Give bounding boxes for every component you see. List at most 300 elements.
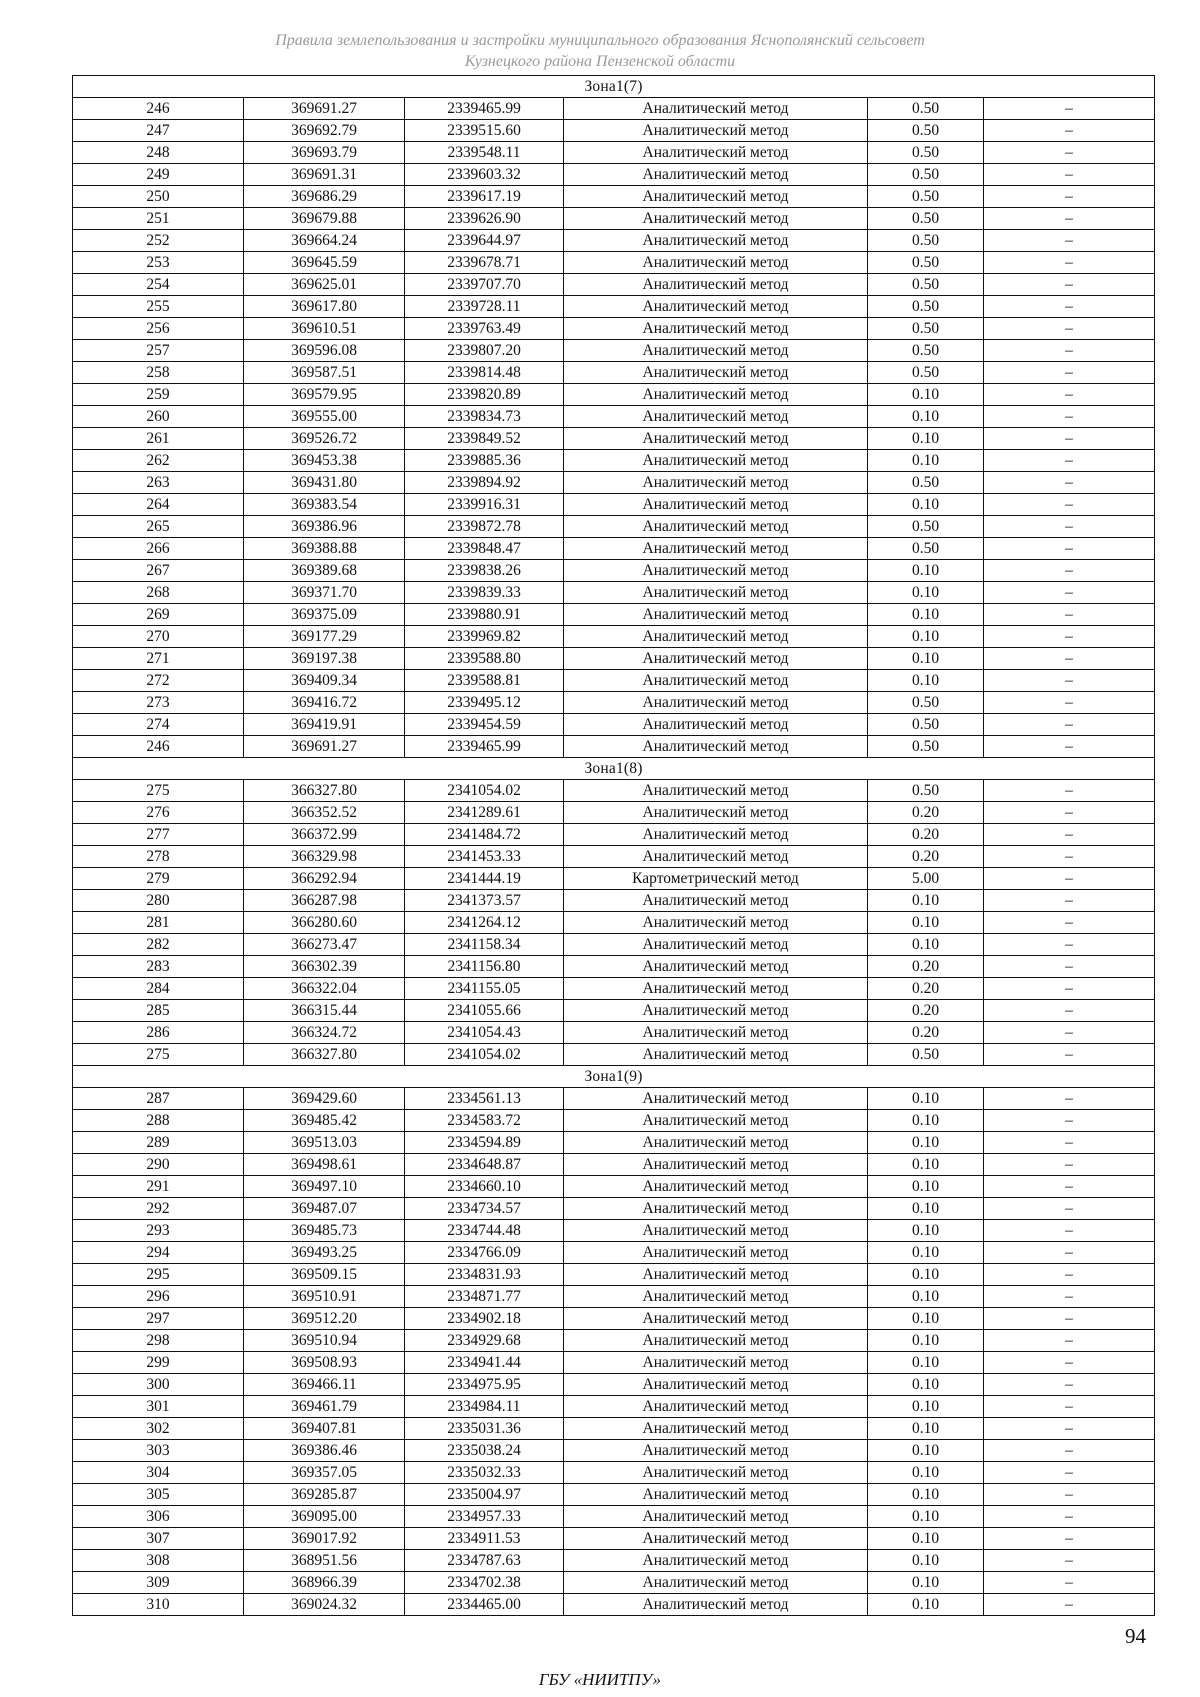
note-cell: –	[984, 956, 1155, 978]
table-row	[73, 252, 1155, 274]
point-number-cell: 288	[73, 1110, 244, 1132]
note-cell: –	[984, 714, 1155, 736]
note-cell: –	[984, 428, 1155, 450]
note-cell: –	[984, 1286, 1155, 1308]
method-cell: Аналитический метод	[564, 1198, 868, 1220]
method-cell: Аналитический метод	[564, 1044, 868, 1066]
accuracy-cell: 0.10	[868, 648, 984, 670]
table-row	[73, 1594, 1155, 1616]
accuracy-cell: 0.20	[868, 978, 984, 1000]
accuracy-cell: 0.50	[868, 296, 984, 318]
method-cell: Аналитический метод	[564, 428, 868, 450]
method-cell: Аналитический метод	[564, 582, 868, 604]
note-cell: –	[984, 98, 1155, 120]
note-cell: –	[984, 890, 1155, 912]
y-coordinate-cell: 2341264.12	[405, 912, 564, 934]
method-cell: Аналитический метод	[564, 1352, 868, 1374]
accuracy-cell: 0.10	[868, 1572, 984, 1594]
y-coordinate-cell: 2341155.05	[405, 978, 564, 1000]
x-coordinate-cell: 366352.52	[244, 802, 405, 824]
coordinates-table	[72, 75, 1155, 1616]
x-coordinate-cell: 366324.72	[244, 1022, 405, 1044]
point-number-cell: 287	[73, 1088, 244, 1110]
note-cell: –	[984, 1110, 1155, 1132]
method-cell: Аналитический метод	[564, 164, 868, 186]
accuracy-cell: 0.10	[868, 1506, 984, 1528]
method-cell: Аналитический метод	[564, 1418, 868, 1440]
table-row	[73, 868, 1155, 890]
x-coordinate-cell: 369510.91	[244, 1286, 405, 1308]
note-cell: –	[984, 1506, 1155, 1528]
table-row	[73, 978, 1155, 1000]
method-cell: Аналитический метод	[564, 252, 868, 274]
note-cell: –	[984, 318, 1155, 340]
accuracy-cell: 0.10	[868, 1132, 984, 1154]
x-coordinate-cell: 366327.80	[244, 1044, 405, 1066]
note-cell: –	[984, 1550, 1155, 1572]
note-cell: –	[984, 1264, 1155, 1286]
x-coordinate-cell: 369197.38	[244, 648, 405, 670]
y-coordinate-cell: 2339465.99	[405, 98, 564, 120]
accuracy-cell: 0.10	[868, 1440, 984, 1462]
table-row	[73, 626, 1155, 648]
point-number-cell: 309	[73, 1572, 244, 1594]
x-coordinate-cell: 369487.07	[244, 1198, 405, 1220]
y-coordinate-cell: 2334561.13	[405, 1088, 564, 1110]
note-cell: –	[984, 1022, 1155, 1044]
accuracy-cell: 0.50	[868, 340, 984, 362]
table-row	[73, 736, 1155, 758]
x-coordinate-cell: 369375.09	[244, 604, 405, 626]
method-cell: Аналитический метод	[564, 362, 868, 384]
header-line-1: Правила землепользования и застройки муниципального образования Яснополянский сельсовет	[275, 32, 925, 49]
method-cell: Аналитический метод	[564, 1572, 868, 1594]
table-row	[73, 1022, 1155, 1044]
method-cell: Аналитический метод	[564, 472, 868, 494]
accuracy-cell: 0.10	[868, 1374, 984, 1396]
accuracy-cell: 0.10	[868, 582, 984, 604]
y-coordinate-cell: 2334831.93	[405, 1264, 564, 1286]
table-row	[73, 1374, 1155, 1396]
y-coordinate-cell: 2335032.33	[405, 1462, 564, 1484]
y-coordinate-cell: 2339617.19	[405, 186, 564, 208]
accuracy-cell: 0.20	[868, 1000, 984, 1022]
y-coordinate-cell: 2334902.18	[405, 1308, 564, 1330]
table-row	[73, 274, 1155, 296]
x-coordinate-cell: 368951.56	[244, 1550, 405, 1572]
method-cell: Аналитический метод	[564, 780, 868, 802]
page-header	[0, 30, 1200, 72]
table-row	[73, 1110, 1155, 1132]
x-coordinate-cell: 369610.51	[244, 318, 405, 340]
x-coordinate-cell: 369357.05	[244, 1462, 405, 1484]
x-coordinate-cell: 369526.72	[244, 428, 405, 450]
point-number-cell: 286	[73, 1022, 244, 1044]
method-cell: Аналитический метод	[564, 494, 868, 516]
table-row	[73, 1506, 1155, 1528]
accuracy-cell: 0.50	[868, 516, 984, 538]
note-cell: –	[984, 1044, 1155, 1066]
x-coordinate-cell: 369409.34	[244, 670, 405, 692]
table-row	[73, 516, 1155, 538]
note-cell: –	[984, 406, 1155, 428]
table-row	[73, 670, 1155, 692]
note-cell: –	[984, 824, 1155, 846]
point-number-cell: 294	[73, 1242, 244, 1264]
note-cell: –	[984, 802, 1155, 824]
x-coordinate-cell: 369579.95	[244, 384, 405, 406]
method-cell: Аналитический метод	[564, 538, 868, 560]
note-cell: –	[984, 736, 1155, 758]
point-number-cell: 262	[73, 450, 244, 472]
x-coordinate-cell: 369431.80	[244, 472, 405, 494]
y-coordinate-cell: 2334660.10	[405, 1176, 564, 1198]
method-cell: Аналитический метод	[564, 846, 868, 868]
point-number-cell: 250	[73, 186, 244, 208]
y-coordinate-cell: 2339626.90	[405, 208, 564, 230]
x-coordinate-cell: 369493.25	[244, 1242, 405, 1264]
y-coordinate-cell: 2339763.49	[405, 318, 564, 340]
method-cell: Аналитический метод	[564, 1440, 868, 1462]
point-number-cell: 296	[73, 1286, 244, 1308]
note-cell: –	[984, 362, 1155, 384]
accuracy-cell: 0.10	[868, 1352, 984, 1374]
note-cell: –	[984, 340, 1155, 362]
note-cell: –	[984, 648, 1155, 670]
point-number-cell: 305	[73, 1484, 244, 1506]
x-coordinate-cell: 369509.15	[244, 1264, 405, 1286]
accuracy-cell: 0.50	[868, 186, 984, 208]
point-number-cell: 306	[73, 1506, 244, 1528]
note-cell: –	[984, 692, 1155, 714]
y-coordinate-cell: 2334957.33	[405, 1506, 564, 1528]
point-number-cell: 247	[73, 120, 244, 142]
y-coordinate-cell: 2339603.32	[405, 164, 564, 186]
table-row	[73, 1308, 1155, 1330]
accuracy-cell: 0.10	[868, 1462, 984, 1484]
accuracy-cell: 0.10	[868, 428, 984, 450]
point-number-cell: 281	[73, 912, 244, 934]
x-coordinate-cell: 369513.03	[244, 1132, 405, 1154]
y-coordinate-cell: 2339515.60	[405, 120, 564, 142]
point-number-cell: 297	[73, 1308, 244, 1330]
x-coordinate-cell: 369679.88	[244, 208, 405, 230]
y-coordinate-cell: 2341158.34	[405, 934, 564, 956]
point-number-cell: 268	[73, 582, 244, 604]
method-cell: Аналитический метод	[564, 1594, 868, 1616]
accuracy-cell: 0.10	[868, 1088, 984, 1110]
zone-title: Зона1(9)	[73, 1066, 1155, 1088]
method-cell: Аналитический метод	[564, 934, 868, 956]
note-cell: –	[984, 670, 1155, 692]
note-cell: –	[984, 604, 1155, 626]
accuracy-cell: 0.10	[868, 560, 984, 582]
y-coordinate-cell: 2341156.80	[405, 956, 564, 978]
method-cell: Аналитический метод	[564, 1242, 868, 1264]
y-coordinate-cell: 2339885.36	[405, 450, 564, 472]
point-number-cell: 258	[73, 362, 244, 384]
table-row	[73, 494, 1155, 516]
y-coordinate-cell: 2339848.47	[405, 538, 564, 560]
method-cell: Аналитический метод	[564, 142, 868, 164]
accuracy-cell: 0.50	[868, 142, 984, 164]
y-coordinate-cell: 2341484.72	[405, 824, 564, 846]
point-number-cell: 248	[73, 142, 244, 164]
note-cell: –	[984, 384, 1155, 406]
accuracy-cell: 0.50	[868, 252, 984, 274]
y-coordinate-cell: 2339707.70	[405, 274, 564, 296]
accuracy-cell: 0.50	[868, 692, 984, 714]
x-coordinate-cell: 369691.31	[244, 164, 405, 186]
method-cell: Аналитический метод	[564, 1000, 868, 1022]
x-coordinate-cell: 369693.79	[244, 142, 405, 164]
x-coordinate-cell: 366302.39	[244, 956, 405, 978]
accuracy-cell: 0.10	[868, 1330, 984, 1352]
y-coordinate-cell: 2341373.57	[405, 890, 564, 912]
accuracy-cell: 0.10	[868, 450, 984, 472]
table-row	[73, 1154, 1155, 1176]
point-number-cell: 295	[73, 1264, 244, 1286]
note-cell: –	[984, 164, 1155, 186]
accuracy-cell: 0.10	[868, 1484, 984, 1506]
point-number-cell: 291	[73, 1176, 244, 1198]
method-cell: Аналитический метод	[564, 824, 868, 846]
accuracy-cell: 0.10	[868, 1110, 984, 1132]
note-cell: –	[984, 1242, 1155, 1264]
point-number-cell: 298	[73, 1330, 244, 1352]
x-coordinate-cell: 369645.59	[244, 252, 405, 274]
x-coordinate-cell: 369285.87	[244, 1484, 405, 1506]
note-cell: –	[984, 296, 1155, 318]
table-row	[73, 208, 1155, 230]
point-number-cell: 257	[73, 340, 244, 362]
accuracy-cell: 0.10	[868, 1198, 984, 1220]
point-number-cell: 261	[73, 428, 244, 450]
note-cell: –	[984, 868, 1155, 890]
y-coordinate-cell: 2339465.99	[405, 736, 564, 758]
point-number-cell: 277	[73, 824, 244, 846]
method-cell: Аналитический метод	[564, 1396, 868, 1418]
table-row	[73, 450, 1155, 472]
table-row	[73, 1396, 1155, 1418]
table-row	[73, 802, 1155, 824]
method-cell: Аналитический метод	[564, 98, 868, 120]
note-cell: –	[984, 1462, 1155, 1484]
method-cell: Аналитический метод	[564, 978, 868, 1000]
y-coordinate-cell: 2339820.89	[405, 384, 564, 406]
x-coordinate-cell: 369416.72	[244, 692, 405, 714]
table-row	[73, 1528, 1155, 1550]
table-row	[73, 98, 1155, 120]
x-coordinate-cell: 366292.94	[244, 868, 405, 890]
table-row	[73, 362, 1155, 384]
accuracy-cell: 0.50	[868, 538, 984, 560]
table-row	[73, 1440, 1155, 1462]
table-row	[73, 120, 1155, 142]
point-number-cell: 299	[73, 1352, 244, 1374]
footer-organization: ГБУ «НИИТПУ»	[538, 1670, 662, 1689]
y-coordinate-cell: 2339807.20	[405, 340, 564, 362]
y-coordinate-cell: 2341055.66	[405, 1000, 564, 1022]
x-coordinate-cell: 369466.11	[244, 1374, 405, 1396]
point-number-cell: 260	[73, 406, 244, 428]
y-coordinate-cell: 2339839.33	[405, 582, 564, 604]
y-coordinate-cell: 2339894.92	[405, 472, 564, 494]
note-cell: –	[984, 1220, 1155, 1242]
note-cell: –	[984, 626, 1155, 648]
point-number-cell: 272	[73, 670, 244, 692]
note-cell: –	[984, 934, 1155, 956]
accuracy-cell: 0.50	[868, 362, 984, 384]
point-number-cell: 293	[73, 1220, 244, 1242]
method-cell: Аналитический метод	[564, 1484, 868, 1506]
note-cell: –	[984, 560, 1155, 582]
point-number-cell: 270	[73, 626, 244, 648]
x-coordinate-cell: 369453.38	[244, 450, 405, 472]
accuracy-cell: 0.10	[868, 1242, 984, 1264]
table-row	[73, 692, 1155, 714]
x-coordinate-cell: 369419.91	[244, 714, 405, 736]
note-cell: –	[984, 120, 1155, 142]
note-cell: –	[984, 1374, 1155, 1396]
x-coordinate-cell: 369498.61	[244, 1154, 405, 1176]
table-row	[73, 780, 1155, 802]
y-coordinate-cell: 2334702.38	[405, 1572, 564, 1594]
y-coordinate-cell: 2341054.02	[405, 780, 564, 802]
table-row	[73, 186, 1155, 208]
x-coordinate-cell: 369485.42	[244, 1110, 405, 1132]
y-coordinate-cell: 2334648.87	[405, 1154, 564, 1176]
accuracy-cell: 0.50	[868, 164, 984, 186]
method-cell: Аналитический метод	[564, 1154, 868, 1176]
point-number-cell: 275	[73, 1044, 244, 1066]
note-cell: –	[984, 472, 1155, 494]
table-row	[73, 890, 1155, 912]
x-coordinate-cell: 369383.54	[244, 494, 405, 516]
note-cell: –	[984, 1308, 1155, 1330]
point-number-cell: 246	[73, 98, 244, 120]
y-coordinate-cell: 2334929.68	[405, 1330, 564, 1352]
note-cell: –	[984, 780, 1155, 802]
x-coordinate-cell: 369017.92	[244, 1528, 405, 1550]
note-cell: –	[984, 912, 1155, 934]
accuracy-cell: 0.50	[868, 736, 984, 758]
accuracy-cell: 0.10	[868, 1154, 984, 1176]
table-row	[73, 1352, 1155, 1374]
x-coordinate-cell: 369429.60	[244, 1088, 405, 1110]
point-number-cell: 269	[73, 604, 244, 626]
point-number-cell: 271	[73, 648, 244, 670]
note-cell: –	[984, 1396, 1155, 1418]
accuracy-cell: 0.10	[868, 384, 984, 406]
y-coordinate-cell: 2334734.57	[405, 1198, 564, 1220]
note-cell: –	[984, 494, 1155, 516]
table-row	[73, 956, 1155, 978]
note-cell: –	[984, 1418, 1155, 1440]
y-coordinate-cell: 2335031.36	[405, 1418, 564, 1440]
y-coordinate-cell: 2339849.52	[405, 428, 564, 450]
y-coordinate-cell: 2334941.44	[405, 1352, 564, 1374]
x-coordinate-cell: 366322.04	[244, 978, 405, 1000]
table-row	[73, 1330, 1155, 1352]
x-coordinate-cell: 366315.44	[244, 1000, 405, 1022]
note-cell: –	[984, 1352, 1155, 1374]
point-number-cell: 279	[73, 868, 244, 890]
y-coordinate-cell: 2339916.31	[405, 494, 564, 516]
accuracy-cell: 0.10	[868, 1550, 984, 1572]
x-coordinate-cell: 369510.94	[244, 1330, 405, 1352]
accuracy-cell: 0.10	[868, 934, 984, 956]
method-cell: Аналитический метод	[564, 604, 868, 626]
accuracy-cell: 0.10	[868, 1396, 984, 1418]
accuracy-cell: 0.50	[868, 120, 984, 142]
x-coordinate-cell: 369461.79	[244, 1396, 405, 1418]
zone-title: Зона1(7)	[73, 76, 1155, 98]
x-coordinate-cell: 368966.39	[244, 1572, 405, 1594]
accuracy-cell: 0.10	[868, 1176, 984, 1198]
x-coordinate-cell: 366327.80	[244, 780, 405, 802]
table-row	[73, 1462, 1155, 1484]
point-number-cell: 252	[73, 230, 244, 252]
point-number-cell: 254	[73, 274, 244, 296]
accuracy-cell: 0.20	[868, 802, 984, 824]
x-coordinate-cell: 366329.98	[244, 846, 405, 868]
note-cell: –	[984, 538, 1155, 560]
table-row	[73, 1264, 1155, 1286]
point-number-cell: 310	[73, 1594, 244, 1616]
accuracy-cell: 0.10	[868, 890, 984, 912]
note-cell: –	[984, 252, 1155, 274]
point-number-cell: 275	[73, 780, 244, 802]
point-number-cell: 278	[73, 846, 244, 868]
table-row	[73, 1000, 1155, 1022]
x-coordinate-cell: 369692.79	[244, 120, 405, 142]
table-row	[73, 384, 1155, 406]
x-coordinate-cell: 369485.73	[244, 1220, 405, 1242]
note-cell: –	[984, 230, 1155, 252]
table-row	[73, 846, 1155, 868]
method-cell: Аналитический метод	[564, 120, 868, 142]
note-cell: –	[984, 1132, 1155, 1154]
method-cell: Аналитический метод	[564, 802, 868, 824]
accuracy-cell: 0.50	[868, 472, 984, 494]
method-cell: Аналитический метод	[564, 1022, 868, 1044]
y-coordinate-cell: 2334583.72	[405, 1110, 564, 1132]
accuracy-cell: 0.10	[868, 1308, 984, 1330]
method-cell: Аналитический метод	[564, 1506, 868, 1528]
zone-header-row	[73, 1066, 1155, 1088]
x-coordinate-cell: 369388.88	[244, 538, 405, 560]
point-number-cell: 253	[73, 252, 244, 274]
note-cell: –	[984, 846, 1155, 868]
note-cell: –	[984, 1528, 1155, 1550]
table-row	[73, 538, 1155, 560]
point-number-cell: 280	[73, 890, 244, 912]
method-cell: Аналитический метод	[564, 1528, 868, 1550]
point-number-cell: 256	[73, 318, 244, 340]
accuracy-cell: 0.10	[868, 1264, 984, 1286]
point-number-cell: 249	[73, 164, 244, 186]
note-cell: –	[984, 1594, 1155, 1616]
x-coordinate-cell: 369512.20	[244, 1308, 405, 1330]
x-coordinate-cell: 369386.46	[244, 1440, 405, 1462]
accuracy-cell: 0.50	[868, 714, 984, 736]
y-coordinate-cell: 2339644.97	[405, 230, 564, 252]
method-cell: Аналитический метод	[564, 1330, 868, 1352]
accuracy-cell: 0.50	[868, 780, 984, 802]
x-coordinate-cell: 369686.29	[244, 186, 405, 208]
point-number-cell: 266	[73, 538, 244, 560]
